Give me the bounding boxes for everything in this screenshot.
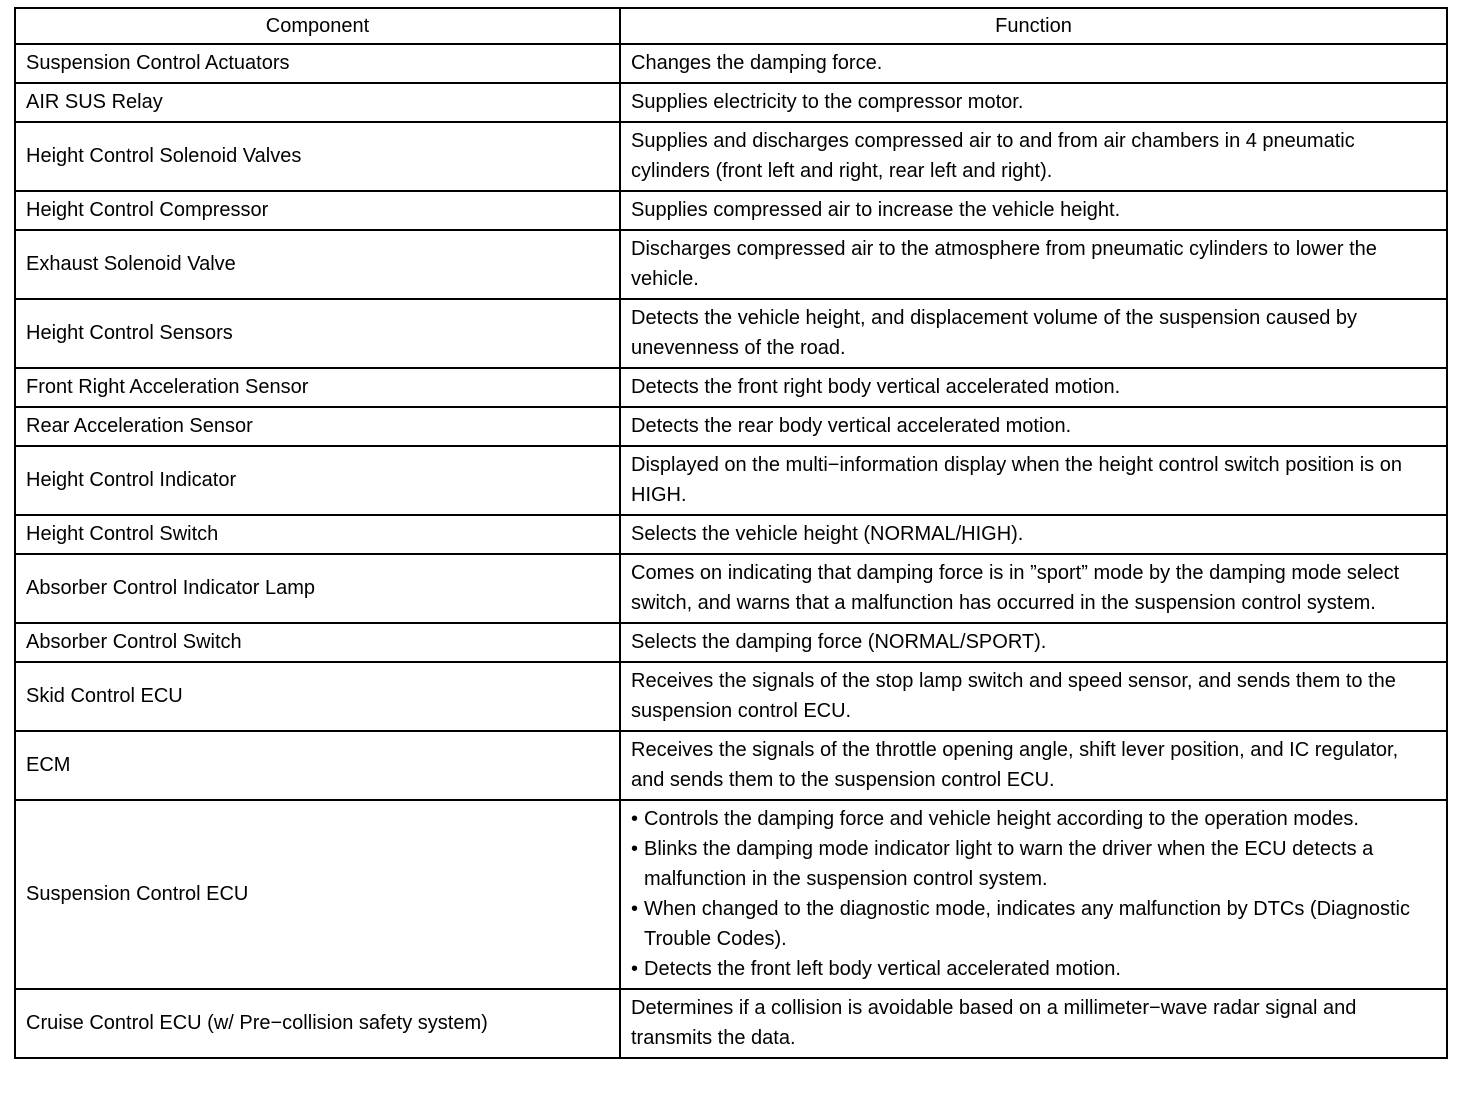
bullet-text: Detects the front left body vertical accelerated motion. — [644, 958, 1121, 980]
bullet-marker: • — [631, 838, 639, 860]
table-row — [15, 446, 1447, 515]
function-cell: Comes on indicating that damping force is in ”sport” mode by the damping mode select switch, and warns that a malfunction has occurred in the suspension control system. — [620, 554, 1447, 623]
function-cell: Detects the vehicle height, and displacement volume of the suspension caused by unevenness of the road. — [620, 299, 1447, 368]
bullet-text: When changed to the diagnostic mode, indicates any malfunction by DTCs (Diagnostic Trouble Codes). — [644, 898, 1410, 950]
function-cell: Receives the signals of the stop lamp switch and speed sensor, and sends them to the suspension control ECU. — [620, 662, 1447, 731]
component-cell: Height Control Indicator — [15, 446, 620, 515]
function-cell: Detects the front right body vertical accelerated motion. — [620, 368, 1447, 407]
component-cell: Front Right Acceleration Sensor — [15, 368, 620, 407]
table-row — [15, 800, 1447, 989]
table-row — [15, 83, 1447, 122]
table-row — [15, 554, 1447, 623]
component-cell: Height Control Solenoid Valves — [15, 122, 620, 191]
bullet-item — [631, 894, 1436, 954]
bullet-marker: • — [631, 898, 639, 920]
table-row — [15, 515, 1447, 554]
column-header-component: Component — [15, 8, 620, 44]
function-cell: Selects the vehicle height (NORMAL/HIGH). — [620, 515, 1447, 554]
component-cell: Absorber Control Indicator Lamp — [15, 554, 620, 623]
header-row — [15, 8, 1447, 44]
function-bullet-list — [631, 804, 1436, 984]
table-row — [15, 623, 1447, 662]
column-header-function: Function — [620, 8, 1447, 44]
function-cell: Receives the signals of the throttle opening angle, shift lever position, and IC regulator, and sends them to the suspension control ECU. — [620, 731, 1447, 800]
bullet-marker: • — [631, 958, 639, 980]
table-row — [15, 44, 1447, 83]
bullet-item — [631, 804, 1436, 834]
component-cell: Height Control Sensors — [15, 299, 620, 368]
table-row — [15, 122, 1447, 191]
component-cell: Suspension Control Actuators — [15, 44, 620, 83]
table-header — [15, 8, 1447, 44]
component-cell: Suspension Control ECU — [15, 800, 620, 989]
table-row — [15, 989, 1447, 1058]
component-cell: Height Control Compressor — [15, 191, 620, 230]
component-cell: Rear Acceleration Sensor — [15, 407, 620, 446]
table-body — [15, 44, 1447, 1058]
function-cell: Discharges compressed air to the atmosphere from pneumatic cylinders to lower the vehicle. — [620, 230, 1447, 299]
component-cell: ECM — [15, 731, 620, 800]
table-row — [15, 368, 1447, 407]
function-cell: Detects the rear body vertical accelerated motion. — [620, 407, 1447, 446]
component-cell: Exhaust Solenoid Valve — [15, 230, 620, 299]
bullet-text: Blinks the damping mode indicator light to warn the driver when the ECU detects a malfunction in the suspension control system. — [644, 838, 1374, 890]
component-cell: AIR SUS Relay — [15, 83, 620, 122]
table-row — [15, 299, 1447, 368]
table-row — [15, 230, 1447, 299]
component-cell: Height Control Switch — [15, 515, 620, 554]
bullet-marker: • — [631, 808, 639, 830]
component-cell: Cruise Control ECU (w/ Pre−collision safety system) — [15, 989, 620, 1058]
function-cell: Supplies and discharges compressed air to and from air chambers in 4 pneumatic cylinders (front left and right, rear left and right). — [620, 122, 1447, 191]
bullet-item — [631, 834, 1436, 894]
component-cell: Skid Control ECU — [15, 662, 620, 731]
function-cell: Changes the damping force. — [620, 44, 1447, 83]
bullet-text: Controls the damping force and vehicle height according to the operation modes. — [644, 808, 1359, 830]
component-cell: Absorber Control Switch — [15, 623, 620, 662]
function-cell: Supplies compressed air to increase the vehicle height. — [620, 191, 1447, 230]
function-cell: Supplies electricity to the compressor motor. — [620, 83, 1447, 122]
table-row — [15, 731, 1447, 800]
table-row — [15, 662, 1447, 731]
function-cell: Displayed on the multi−information display when the height control switch position is on HIGH. — [620, 446, 1447, 515]
function-cell — [620, 800, 1447, 989]
table-row — [15, 407, 1447, 446]
function-cell: Determines if a collision is avoidable based on a millimeter−wave radar signal and transmits the data. — [620, 989, 1447, 1058]
table-row — [15, 191, 1447, 230]
function-cell: Selects the damping force (NORMAL/SPORT). — [620, 623, 1447, 662]
component-function-table — [14, 7, 1448, 1059]
bullet-item — [631, 954, 1436, 984]
